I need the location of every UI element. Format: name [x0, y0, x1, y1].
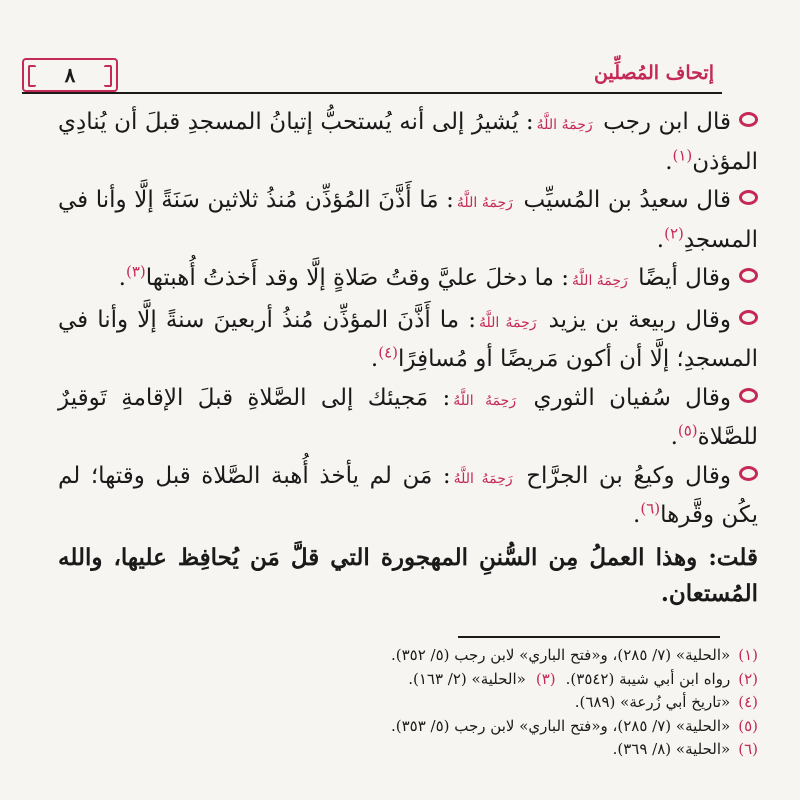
period: . — [656, 226, 665, 253]
footnote-ref[interactable]: (٦) — [640, 499, 661, 518]
period: . — [370, 346, 379, 372]
footnote-ref[interactable]: (٤) — [378, 343, 398, 362]
footnote-text: رواه ابن أبي شيبة (٣٥٤٢). — [565, 669, 731, 688]
footnote-number: (٣) — [535, 669, 556, 688]
quote-text: : ما دخلَ عليَّ وقتُ صَلاةٍ إلَّا وقد أَخذتُ أُهبتها — [145, 265, 570, 291]
quote-paragraph — [58, 182, 758, 258]
quote-paragraph — [58, 458, 758, 534]
quote-speaker: وقال ربيعة بن يزيد — [548, 306, 732, 333]
quote-text: : مَن لم يأخذ أُهبة الصَّلاة قبل وقتها؛ لم يكُن وقَّرها — [58, 462, 758, 528]
quote-speaker: قال ابن رجب — [603, 109, 732, 135]
honorific: رَحِمَهُ اللَّهُ — [453, 392, 517, 409]
footnote-item — [58, 738, 758, 762]
footnote-number: (٥) — [738, 716, 758, 735]
honorific: رَحِمَهُ اللَّهُ — [456, 195, 513, 211]
footnote-text: «الحلية» (٧/ ٢٨٥)، و«فتح الباري» لابن رجب (٥/ ٣٥٢). — [390, 646, 731, 664]
footnote-text: «الحلية» (٨/ ٣٦٩). — [612, 740, 731, 758]
footnotes — [58, 644, 758, 762]
period: . — [665, 148, 673, 175]
footnote-number: (٦) — [738, 740, 758, 758]
quote-speaker: وقال سُفيان الثوري — [533, 384, 732, 411]
footnote-text: «الحلية» (٧/ ٢٨٥)، و«فتح الباري» لابن رجب (٥/ ٣٥٣). — [390, 716, 731, 735]
footnote-text: «تاريخ أبي زُرعة» (٦٨٩). — [574, 693, 731, 711]
bullet-icon — [739, 466, 758, 481]
footnote-item — [58, 715, 758, 739]
quote-paragraph — [58, 302, 758, 378]
period: . — [670, 424, 678, 450]
honorific: رَحِمَهُ اللَّهُ — [572, 273, 628, 289]
quote-paragraph — [58, 380, 758, 456]
bullet-icon — [739, 268, 758, 283]
footnote-text: «الحلية» (٢/ ١٦٣). — [408, 669, 526, 688]
quote-paragraph — [58, 104, 758, 180]
footnote-item — [58, 668, 758, 692]
quote-text: : مَا أَذَّنَ المُؤذِّن مُنذُ ثلاثين سَنَةً إلَّا وأنا في المسجدِ — [58, 187, 758, 253]
honorific: رَحِمَهُ اللَّهُ — [478, 314, 537, 331]
page-header — [22, 58, 722, 98]
page-number: ٨ — [22, 58, 118, 92]
footnote-number: (٤) — [738, 693, 758, 711]
quote-paragraph — [58, 260, 758, 300]
footnote-item — [58, 644, 758, 668]
honorific: رَحِمَهُ اللَّهُ — [453, 470, 513, 487]
quote-speaker: وقال وكيعُ بن الجرَّاح — [526, 462, 732, 489]
author-conclusion: قلت: وهذا العملُ مِن السُّننِ المهجورة التي قلَّ مَن يُحافِظ عليها، والله المُستعان. — [58, 543, 758, 607]
main-text — [58, 104, 758, 615]
footnote-ref[interactable]: (٢) — [664, 223, 684, 242]
quote-text: : يُشيرُ إلى أنه يُستحبُّ إتيانُ المسجدِ قبلَ أن يُنادِي المؤذن — [58, 109, 758, 175]
bullet-icon — [739, 112, 758, 127]
honorific: رَحِمَهُ اللَّهُ — [536, 117, 593, 133]
quote-text: : ما أَذَّنَ المؤذِّن مُنذُ أربعينَ سنةً إلَّا وأنا في المسجدِ؛ إلَّا أن أكون مَريضًا أو مُسافِرًا — [58, 306, 758, 372]
footnote-item — [58, 691, 758, 715]
book-title: إتحاف المُصلِّين — [594, 62, 714, 84]
footnote-number: (٢) — [738, 669, 758, 688]
footnote-ref[interactable]: (٥) — [677, 421, 698, 440]
footnote-ref[interactable]: (١) — [672, 145, 693, 164]
quote-text: : مَجيئك إلى الصَّلاةِ قبلَ الإقامةِ تَوقيرٌ للصَّلاة — [58, 384, 758, 450]
footnote-ref[interactable]: (٣) — [125, 262, 146, 281]
quote-speaker: قال سعيدُ بن المُسيِّب — [523, 187, 731, 213]
quote-speaker: وقال أيضًا — [638, 265, 731, 291]
header-rule — [22, 92, 722, 94]
footnote-number: (١) — [738, 646, 758, 664]
bullet-icon — [739, 388, 758, 403]
period: . — [118, 265, 126, 291]
bullet-icon — [739, 190, 758, 205]
period: . — [633, 502, 641, 528]
bullet-icon — [739, 310, 758, 325]
footnote-separator — [458, 636, 720, 638]
